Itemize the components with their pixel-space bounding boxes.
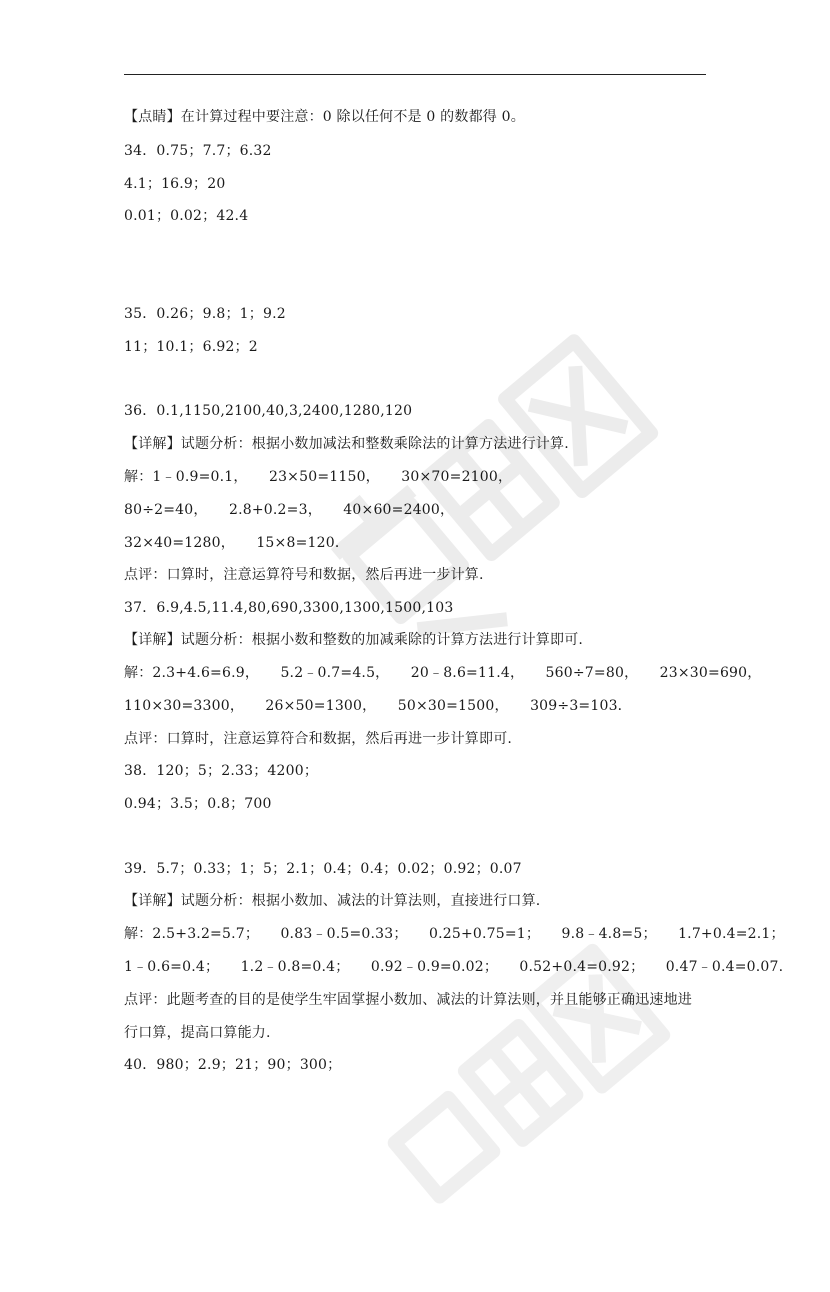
answer-35-line-1: 35．0.26；9.8；1；9.2 bbox=[124, 306, 286, 322]
watermark-logo-icon bbox=[314, 888, 726, 1292]
solution-36-line-3: 32×40=1280， 15×8=120． bbox=[124, 535, 350, 551]
solution-37-line-1: 解：2.3+4.6=6.9， 5.2﹣0.7=4.5， 20﹣8.6=11.4， 560÷7=80， 23×30=690， bbox=[124, 665, 762, 681]
detail-36-line: 【详解】试题分析：根据小数加减法和整数乘除法的计算方法进行计算. bbox=[124, 436, 569, 452]
comment-37-line: 点评：口算时，注意运算符合和数据，然后再进一步计算即可. bbox=[124, 731, 513, 747]
comment-39-line-2: 行口算，提高口算能力. bbox=[124, 1025, 271, 1041]
detail-39-line: 【详解】试题分析：根据小数加、减法的计算法则，直接进行口算. bbox=[124, 893, 541, 909]
answer-39-line: 39．5.7；0.33；1；5；2.1；0.4；0.4；0.02；0.92；0.07 bbox=[124, 861, 522, 877]
answer-34-line-1: 34．0.75；7.7；6.32 bbox=[124, 143, 272, 159]
answer-38-line-1: 38．120；5；2.33；4200； bbox=[124, 763, 319, 779]
answer-38-line-2: 0.94；3.5；0.8；700 bbox=[124, 796, 272, 812]
solution-37-line-2: 110×30=3300， 26×50=1300， 50×30=1500， 309÷3=103． bbox=[124, 698, 632, 714]
solution-36-line-2: 80÷2=40， 2.8+0.2=3， 40×60=2400， bbox=[124, 502, 455, 518]
answer-40-line: 40．980；2.9；21；90；300； bbox=[124, 1057, 342, 1073]
answer-34-line-2: 4.1；16.9；20 bbox=[124, 176, 226, 192]
answer-37-line: 37．6.9,4.5,11.4,80,690,3300,1300,1500,103 bbox=[124, 600, 454, 616]
solution-36-line-1: 解：1﹣0.9=0.1， 23×50=1150， 30×70=2100， bbox=[124, 469, 513, 485]
comment-39-line-1: 点评：此题考查的目的是使学生牢固掌握小数加、减法的计算法则，并且能够正确迅速地进 bbox=[124, 992, 692, 1008]
detail-37-line: 【详解】试题分析：根据小数和整数的加减乘除的计算方法进行计算即可. bbox=[124, 632, 584, 648]
header-rule bbox=[124, 74, 706, 75]
solution-39-line-2: 1﹣0.6=0.4； 1.2﹣0.8=0.4； 0.92﹣0.9=0.02； 0.52+0.4=0.92； 0.47﹣0.4=0.07. bbox=[124, 959, 784, 975]
comment-36-line: 点评：口算时，注意运算符号和数据，然后再进一步计算. bbox=[124, 567, 484, 583]
answer-34-line-3: 0.01；0.02；42.4 bbox=[124, 208, 249, 224]
answer-35-line-2: 11；10.1；6.92；2 bbox=[124, 339, 258, 355]
note-line: 【点睛】在计算过程中要注意：0 除以任何不是 0 的数都得 0。 bbox=[124, 109, 525, 125]
answer-36-line: 36．0.1,1150,2100,40,3,2400,1280,120 bbox=[124, 403, 413, 419]
solution-39-line-1: 解：2.5+3.2=5.7； 0.83﹣0.5=0.33； 0.25+0.75=1； 9.8﹣4.8=5； 1.7+0.4=2.1； bbox=[124, 926, 785, 942]
